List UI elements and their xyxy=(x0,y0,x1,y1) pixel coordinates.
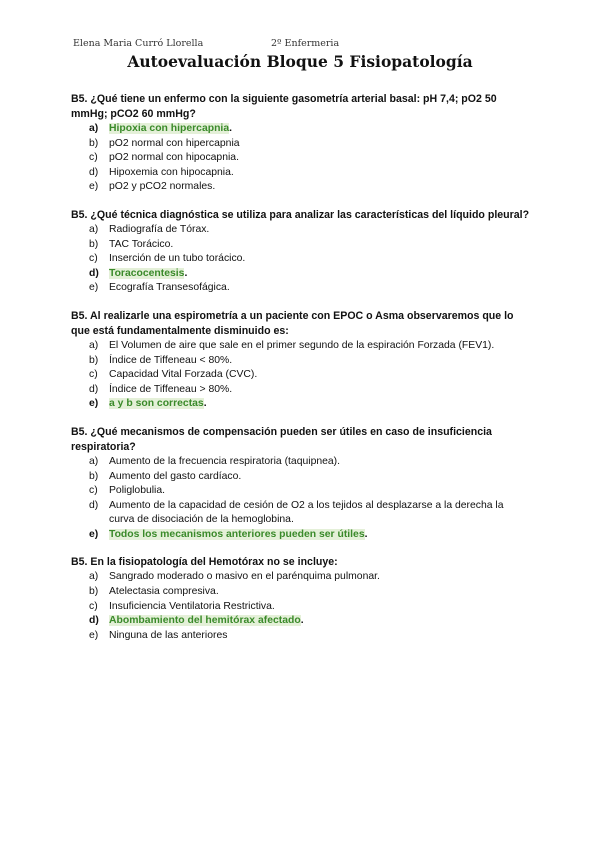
period-mark: . xyxy=(203,398,207,410)
answer-option xyxy=(71,252,531,267)
option-letter: a) xyxy=(89,571,99,583)
question-text: B5. Al realizarle una espirometría a un paciente con EPOC o Asma observaremos que lo que está fundamentalmente disminuido es: xyxy=(71,309,514,337)
period-mark: . xyxy=(229,123,232,134)
option-text: Aumento del gasto cardíaco. xyxy=(109,470,242,482)
option-letter: a) xyxy=(89,223,99,235)
option-letter: d) xyxy=(89,166,99,178)
question-block xyxy=(71,309,531,412)
option-text: Aumento de la capacidad de cesión de O2 a los tejidos al desplazarse a la derecha la curva de disociación de la hemoglobina. xyxy=(109,499,504,526)
question-block xyxy=(71,555,531,643)
option-text: pO2 normal con hipercapnia xyxy=(109,137,240,149)
answer-option-correct xyxy=(71,614,531,629)
answer-option-correct xyxy=(71,528,531,543)
option-text: Ninguna de las anteriores xyxy=(109,629,228,641)
option-letter: c) xyxy=(89,485,98,497)
period-mark: . xyxy=(300,615,304,627)
question-text: B5. ¿Qué tiene un enfermo con la siguiente gasometría arterial basal: pH 7,4; pO2 50 mmHg; pCO2 60 mmHg? xyxy=(71,93,497,120)
option-letter: d) xyxy=(89,615,99,627)
option-text: Hipoxemia con hipocapnia. xyxy=(109,166,234,178)
option-text: pO2 normal con hipocapnia. xyxy=(109,152,239,164)
answer-option xyxy=(71,570,531,585)
question-block xyxy=(71,208,531,296)
option-text: pO2 y pCO2 normales. xyxy=(109,181,216,193)
answer-option xyxy=(71,180,531,195)
option-letter: e) xyxy=(89,181,99,193)
option-text: Aumento de la frecuencia respiratoria (taquipnea). xyxy=(109,455,341,467)
option-text: Radiografía de Tórax. xyxy=(109,223,210,235)
option-letter: b) xyxy=(89,470,99,482)
period-mark: . xyxy=(364,528,368,540)
answer-option xyxy=(71,238,531,253)
option-text: Atelectasia compresiva. xyxy=(109,586,219,598)
answer-options xyxy=(71,455,531,543)
option-letter: d) xyxy=(89,383,99,395)
option-letter: e) xyxy=(89,629,99,641)
option-letter: a) xyxy=(89,339,99,351)
answer-option xyxy=(71,383,531,398)
option-text: Sangrado moderado o masivo en el parénquima pulmonar. xyxy=(109,571,380,583)
answer-option xyxy=(71,484,531,499)
answer-option xyxy=(71,339,531,354)
option-text: Inserción de un tubo torácico. xyxy=(109,253,246,265)
question-text: B5. ¿Qué técnica diagnóstica se utiliza para analizar las características del líquido pleural? xyxy=(71,208,530,221)
question-block xyxy=(71,92,531,195)
question-text: B5. ¿Qué mecanismos de compensación pueden ser útiles en caso de insuficiencia respiratoria? xyxy=(71,425,492,453)
correct-answer-highlight: Abombamiento del hemitórax afectado xyxy=(109,615,301,627)
answer-option xyxy=(71,368,531,383)
answer-option xyxy=(71,499,531,528)
correct-answer-highlight: Toracocentesis xyxy=(109,267,185,279)
option-letter: c) xyxy=(89,253,98,265)
option-text: Índice de Tiffeneau > 80%. xyxy=(109,383,233,395)
option-letter: e) xyxy=(89,398,99,410)
question-block xyxy=(71,425,531,543)
option-letter: b) xyxy=(89,137,99,149)
option-text: Capacidad Vital Forzada (CVC). xyxy=(109,369,258,381)
period-mark: . xyxy=(184,267,188,279)
answer-option xyxy=(71,281,531,296)
answer-option-correct xyxy=(71,397,531,412)
option-letter: e) xyxy=(89,528,99,540)
option-letter: c) xyxy=(89,600,98,612)
answer-options xyxy=(71,339,531,412)
answer-option xyxy=(71,629,531,644)
answer-option xyxy=(71,223,531,238)
option-letter: b) xyxy=(89,586,99,598)
question-text: B5. En la fisiopatología del Hemotórax no se incluye: xyxy=(71,556,338,569)
option-text: Ecografía Transesofágica. xyxy=(109,282,230,294)
answer-option xyxy=(71,151,531,166)
answer-option xyxy=(71,470,531,485)
option-letter: a) xyxy=(89,123,99,134)
answer-option xyxy=(71,455,531,470)
option-text: El Volumen de aire que sale en el primer segundo de la espiración Forzada (FEV1). xyxy=(109,339,495,351)
option-letter: a) xyxy=(89,455,99,467)
answer-option xyxy=(71,600,531,615)
answer-option xyxy=(71,166,531,181)
correct-answer-highlight: Hipoxia con hipercapnia xyxy=(109,123,230,134)
answer-options xyxy=(71,122,531,195)
answer-option-correct xyxy=(71,122,531,137)
option-letter: d) xyxy=(89,499,99,511)
page-title: Autoevaluación Bloque 5 Fisiopatología xyxy=(127,52,473,71)
answer-option xyxy=(71,137,531,152)
option-letter: c) xyxy=(89,369,98,381)
option-letter: e) xyxy=(89,282,99,294)
answer-options xyxy=(71,223,531,296)
option-letter: d) xyxy=(89,267,99,279)
answer-options xyxy=(71,570,531,643)
option-letter: c) xyxy=(89,152,98,164)
option-text: TAC Torácico. xyxy=(109,238,174,250)
correct-answer-highlight: a y b son correctas xyxy=(109,398,204,410)
course-label: 2º Enfermeria xyxy=(271,38,340,49)
correct-answer-highlight: Todos los mecanismos anteriores pueden ser útiles xyxy=(109,528,365,540)
author-name: Elena Maria Curró Llorella xyxy=(73,38,204,49)
option-text: Insuficiencia Ventilatoria Restrictiva. xyxy=(109,600,275,612)
answer-option-correct xyxy=(71,267,531,282)
option-text: Índice de Tiffeneau < 80%. xyxy=(109,354,233,366)
answer-option xyxy=(71,354,531,369)
option-letter: b) xyxy=(89,354,99,366)
option-letter: b) xyxy=(89,238,99,250)
option-text: Poliglobulia. xyxy=(109,485,166,497)
answer-option xyxy=(71,585,531,600)
questions-list xyxy=(71,92,531,656)
